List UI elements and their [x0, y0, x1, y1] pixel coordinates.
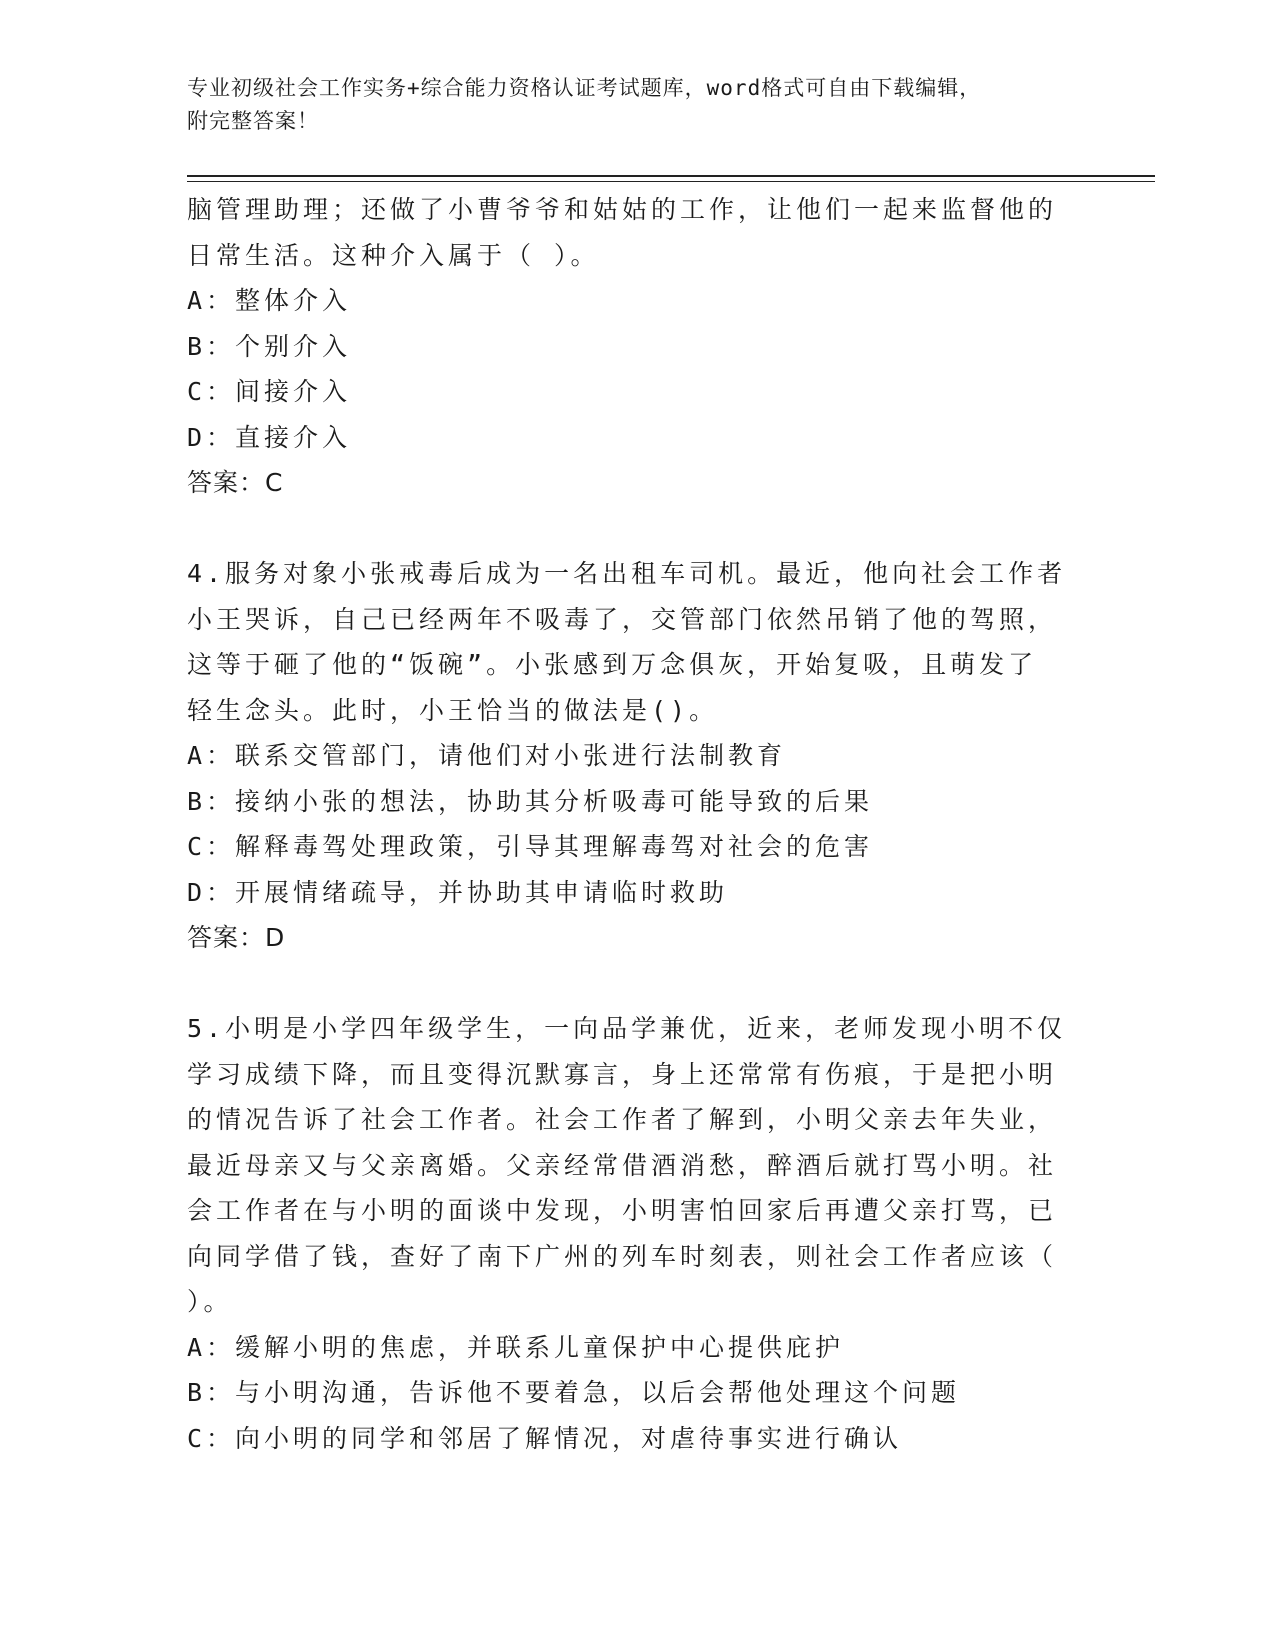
question-5-stem-line: 学习成绩下降，而且变得沉默寡言，身上还常常有伤痕，于是把小明 [187, 1059, 1058, 1089]
question-5 [187, 1006, 1067, 1461]
question-4-option-a: A：联系交管部门，请他们对小张进行法制教育 [187, 741, 787, 770]
question-4-option-b: B：接纳小张的想法，协助其分析吸毒可能导致的后果 [187, 786, 874, 816]
question-3-stem-line: 脑管理助理；还做了小曹爷爷和姑姑的工作，让他们一起来监督他的 [187, 195, 1058, 224]
question-4-option-d: D：开展情绪疏导，并协助其申请临时救助 [187, 877, 729, 907]
question-3-option-d: D：直接介入 [187, 422, 352, 452]
question-5-stem-line: 的情况告诉了社会工作者。社会工作者了解到，小明父亲去年失业， [187, 1105, 1058, 1134]
question-3-stem-line: 日常生活。这种介入属于（ ）。 [187, 240, 600, 270]
question-5-stem-line: 5.小明是小学四年级学生，一向品学兼优，近来，老师发现小明不仅 [187, 1014, 1067, 1043]
header-line-2: 附完整答案！ [187, 109, 319, 133]
question-content [187, 187, 1067, 1461]
question-4-stem-line: 小王哭诉，自己已经两年不吸毒了，交管部门依然吊销了他的驾照， [187, 604, 1058, 634]
question-3-option-b: B：个别介入 [187, 331, 352, 361]
question-5-option-b: B：与小明沟通，告诉他不要着急，以后会帮他处理这个问题 [187, 1378, 961, 1407]
question-5-option-c: C：向小明的同学和邻居了解情况，对虐待事实进行确认 [187, 1423, 903, 1453]
question-3-option-c: C：间接介入 [187, 377, 352, 406]
question-5-stem-line: 最近母亲又与父亲离婚。父亲经常借酒消愁，醉酒后就打骂小明。社 [187, 1150, 1058, 1180]
document-header [187, 72, 1067, 138]
question-3 [187, 187, 1067, 506]
question-5-stem-line: 向同学借了钱，查好了南下广州的列车时刻表，则社会工作者应该（ [187, 1241, 1058, 1271]
question-5-stem-line: 会工作者在与小明的面谈中发现，小明害怕回家后再遭父亲打骂，已 [187, 1196, 1058, 1225]
header-line-1: 专业初级社会工作实务+综合能力资格认证考试题库，word格式可自由下载编辑， [187, 76, 982, 100]
question-4-stem-line: 轻生念头。此时，小王恰当的做法是()。 [187, 695, 719, 725]
question-4-option-c: C：解释毒驾处理政策，引导其理解毒驾对社会的危害 [187, 832, 874, 861]
question-5-option-a: A：缓解小明的焦虑，并联系儿童保护中心提供庇护 [187, 1332, 845, 1362]
header-divider-thick [187, 175, 1155, 177]
question-4 [187, 551, 1067, 961]
spacer [187, 961, 1067, 1007]
header-divider-thin [187, 181, 1155, 182]
question-4-stem-line: 4.服务对象小张戒毒后成为一名出租车司机。最近，他向社会工作者 [187, 559, 1067, 588]
question-4-stem-line: 这等于砸了他的“饭碗”。小张感到万念俱灰，开始复吸，且萌发了 [187, 650, 1038, 679]
question-3-answer: 答案：C [187, 468, 284, 497]
spacer [187, 506, 1067, 552]
question-4-answer: 答案：D [187, 923, 286, 952]
question-5-stem-line: ）。 [187, 1287, 233, 1316]
question-3-option-a: A：整体介入 [187, 286, 352, 315]
